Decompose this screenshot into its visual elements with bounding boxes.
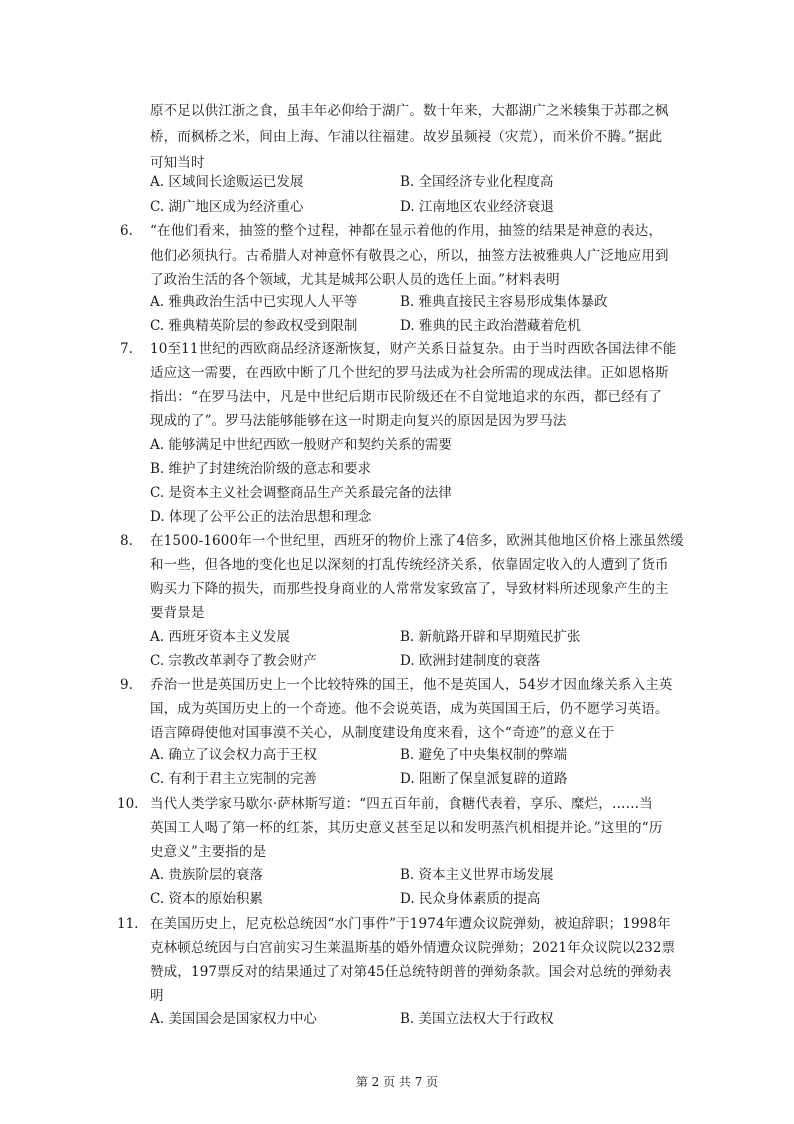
option-b: B. 避免了中央集权制的弊端 bbox=[400, 747, 568, 763]
question-text-line: 了政治生活的各个领域，尤其是城邦公职人员的选任上面。”材料表明 bbox=[150, 272, 560, 288]
option-c: C. 是资本主义社会调整商品生产关系最完备的法律 bbox=[150, 485, 452, 501]
option-b: B. 雅典直接民主容易形成集体暴政 bbox=[400, 294, 608, 310]
option-a: A. 西班牙资本主义发展 bbox=[150, 629, 290, 645]
question-text-line: 英国工人喝了第一杯的红茶，其历史意义甚至足以和发明蒸汽机相提并论。”这里的“历 bbox=[150, 820, 663, 836]
question-text-line: 语言障碍使他对国事漠不关心，从制度建设角度来看，这个“奇迹”的意义在于 bbox=[150, 725, 615, 741]
question-number: 6. bbox=[120, 223, 133, 239]
option-b: B. 美国立法权大于行政权 bbox=[400, 1011, 554, 1027]
question-text-line: 10至11世纪的西欧商品经济逐渐恢复，财产关系日益复杂。由于当时西欧各国法律不能 bbox=[150, 341, 677, 357]
question-text-line: 明 bbox=[150, 988, 164, 1004]
question-text-line: 现成的了”。罗马法能够能够在这一时期走向复兴的原因是因为罗马法 bbox=[150, 413, 567, 429]
question-text-line: 桥，而枫桥之米，间由上海、乍浦以往福建。故岁虽频祲（灾荒），而米价不腾。”据此 bbox=[150, 129, 663, 145]
option-a: A. 贵族阶层的衰落 bbox=[150, 867, 263, 883]
question-number: 10. bbox=[117, 796, 139, 812]
question-number: 7. bbox=[120, 341, 133, 357]
option-b: B. 全国经济专业化程度高 bbox=[400, 174, 554, 190]
question-text-line: 在美国历史上，尼克松总统因“水门事件”于1974年遭众议院弹劾，被迫辞职；1998年 bbox=[150, 916, 671, 932]
option-d: D. 欧洲封建制度的衰落 bbox=[400, 653, 541, 669]
question-text-line: 适应这一需要，在西欧中断了几个世纪的罗马法成为社会所需的现成法律。正如恩格斯 bbox=[150, 365, 669, 381]
option-b: B. 维护了封建统治阶级的意志和要求 bbox=[150, 461, 372, 477]
option-b: B. 资本主义世界市场发展 bbox=[400, 867, 554, 883]
option-a: A. 美国国会是国家权力中心 bbox=[150, 1011, 317, 1027]
question-number: 8. bbox=[120, 533, 133, 549]
option-d: D. 体现了公平公正的法治思想和理念 bbox=[150, 509, 372, 525]
option-d: D. 民众身体素质的提高 bbox=[400, 891, 541, 907]
question-number: 11. bbox=[117, 916, 139, 932]
option-d: D. 江南地区农业经济衰退 bbox=[400, 199, 554, 215]
option-c: C. 有利于君主立宪制的完善 bbox=[150, 771, 317, 787]
option-d: D. 阻断了保皇派复辟的道路 bbox=[400, 771, 568, 787]
question-text-line: 克林顿总统因与白宫前实习生莱温斯基的婚外情遭众议院弹劾；2021年众议院以232票 bbox=[150, 940, 676, 956]
question-text-line: 当代人类学家马歇尔·萨林斯写道：“四五百年前，食糖代表着，享乐、糜烂，……当 bbox=[150, 796, 653, 812]
question-text-line: 指出：“在罗马法中，凡是中世纪后期市民阶级还在不自觉地追求的东西，都已经有了 bbox=[150, 389, 663, 405]
question-text-line: 史意义”主要指的是 bbox=[150, 844, 267, 860]
question-text-line: 可知当时 bbox=[150, 155, 205, 171]
question-text-line: 原不足以供江浙之食，虽丰年必仰给于湖广。数十年来，大都湖广之米辏集于苏郡之枫 bbox=[150, 103, 669, 119]
question-text-line: 他们必须执行。古希腊人对神意怀有敬畏之心，所以，抽签方法被雅典人广泛地应用到 bbox=[150, 248, 669, 264]
option-a: A. 区域间长途贩运已发展 bbox=[150, 174, 304, 190]
question-text-line: 乔治一世是英国历史上一个比较特殊的国王，他不是英国人，54岁才因血缘关系入主英 bbox=[150, 677, 673, 693]
option-a: A. 雅典政治生活中已实现人人平等 bbox=[150, 294, 358, 310]
question-text-line: 国，成为英国历史上的一个奇迹。他不会说英语，成为英国国王后，仍不愿学习英语。 bbox=[150, 701, 669, 717]
option-d: D. 雅典的民主政治潜藏着危机 bbox=[400, 318, 581, 334]
question-text-line: 在1500-1600年一个世纪里，西班牙的物价上涨了4倍多，欧洲其他地区价格上涨虽然缓 bbox=[150, 533, 684, 549]
option-b: B. 新航路开辟和早期殖民扩张 bbox=[400, 629, 581, 645]
option-c: C. 宗教改革剥夺了教会财产 bbox=[150, 653, 317, 669]
option-c: C. 雅典精英阶层的参政权受到限制 bbox=[150, 318, 358, 334]
page-footer: 第 2 页 共 7 页 bbox=[355, 1075, 439, 1089]
option-c: C. 资本的原始积累 bbox=[150, 891, 263, 907]
question-text-line: 要背景是 bbox=[150, 605, 205, 621]
question-number: 9. bbox=[120, 677, 133, 693]
option-c: C. 湖广地区成为经济重心 bbox=[150, 199, 304, 215]
question-text-line: 赞成，197票反对的结果通过了对第45任总统特朗普的弹劾条款。国会对总统的弹劾表 bbox=[150, 964, 672, 980]
option-a: A. 能够满足中世纪西欧一般财产和契约关系的需要 bbox=[150, 437, 452, 453]
question-text-line: 和一些，但各地的变化也足以深刻的打乱传统经济关系，依靠固定收入的人遭到了货币 bbox=[150, 557, 669, 573]
question-text-line: “在他们看来，抽签的整个过程，神都在显示着他的作用，抽签的结果是神意的表达， bbox=[150, 223, 663, 239]
option-a: A. 确立了议会权力高于王权 bbox=[150, 747, 317, 763]
question-text-line: 购买力下降的损失，而那些投身商业的人常常发家致富了，导致材料所述现象产生的主 bbox=[150, 581, 669, 597]
